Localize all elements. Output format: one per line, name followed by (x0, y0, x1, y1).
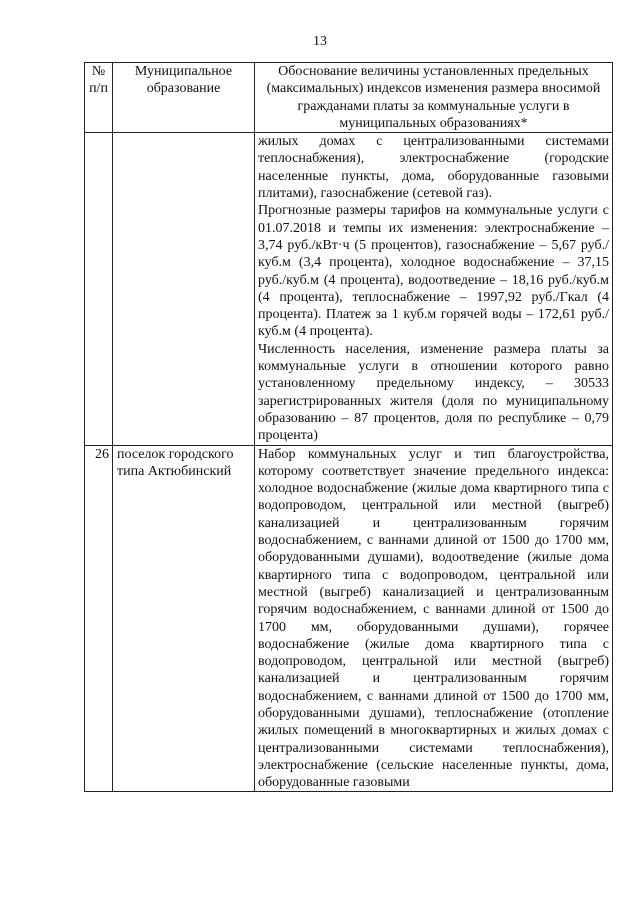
row-municipality: поселок городского типа Актюбинский (113, 445, 255, 792)
row-justification (255, 445, 613, 792)
table-row (85, 133, 613, 445)
table-header-row (85, 63, 613, 133)
row-number (85, 133, 113, 445)
header-municipality: Муниципальное образование (113, 63, 255, 133)
justification-paragraph: Набор коммунальных услуг и тип благоустройства, которому соответствует значение предельного индекса: холодное водоснабжение (жилые дома квартирного типа с водопроводом, центральной или местной (выгреб) канализацией и централизованным горячим водоснабжением, с ваннами длиной от 1500 до 1700 мм, оборудованными душами), водоотведение (жилые дома квартирного типа с водопроводом, центральной или местной (выгреб) канализацией и централизованным горячим водоснабжением, с ваннами длиной от 1500 до 1700 мм, оборудованными душами), горячее водоснабжение (жилые дома квартирного типа с водопроводом, центральной или местной (выгреб) канализацией и централизованным горячим водоснабжением, с ваннами длиной от 1500 до 1700 мм, оборудованными душами), теплоснабжение (отопление жилых помещений в многоквартирных и жилых домах с централизованными системами теплоснабжения), электроснабжение (сельские населенные пункты, дома, оборудованные газовыми (258, 446, 609, 791)
header-number: № п/п (85, 63, 113, 133)
justification-paragraph: жилых домах с централизованными системами теплоснабжения), электроснабжение (городские населенные пункты, дома, оборудованные газовыми плитами), газоснабжение (сетевой газ). (258, 134, 609, 202)
row-number: 26 (85, 445, 113, 792)
tariff-index-table (84, 62, 613, 792)
page-number: 13 (313, 34, 327, 49)
justification-paragraph: Численность населения, изменение размера платы за коммунальные услуги в отношении которого равно установленному предельному индексу, – 30533 зарегистрированных жителя (доля по муниципальному образованию – 87 процентов, доля по республике – 0,79 процента) (258, 341, 609, 444)
row-justification (255, 133, 613, 445)
table-row (85, 445, 613, 792)
header-justification: Обоснование величины установленных предельных (максимальных) индексов изменения размера вносимой гражданами платы за коммунальные услуги в муниципальных образованиях* (255, 63, 613, 133)
justification-paragraph: Прогнозные размеры тарифов на коммунальные услуги с 01.07.2018 и темпы их изменения: электроснабжение – 3,74 руб./кВт·ч (5 процентов), газоснабжение – 5,67 руб./куб.м (3,4 процента), холодное водоснабжение – 37,15 руб./куб.м (4 процента), водоотведение – 18,16 руб./куб.м (4 процента), теплоснабжение – 1997,92 руб./Гкал (4 процента). Платеж за 1 куб.м горячей воды – 172,61 руб./куб.м (4 процента). (258, 203, 609, 340)
row-municipality (113, 133, 255, 445)
